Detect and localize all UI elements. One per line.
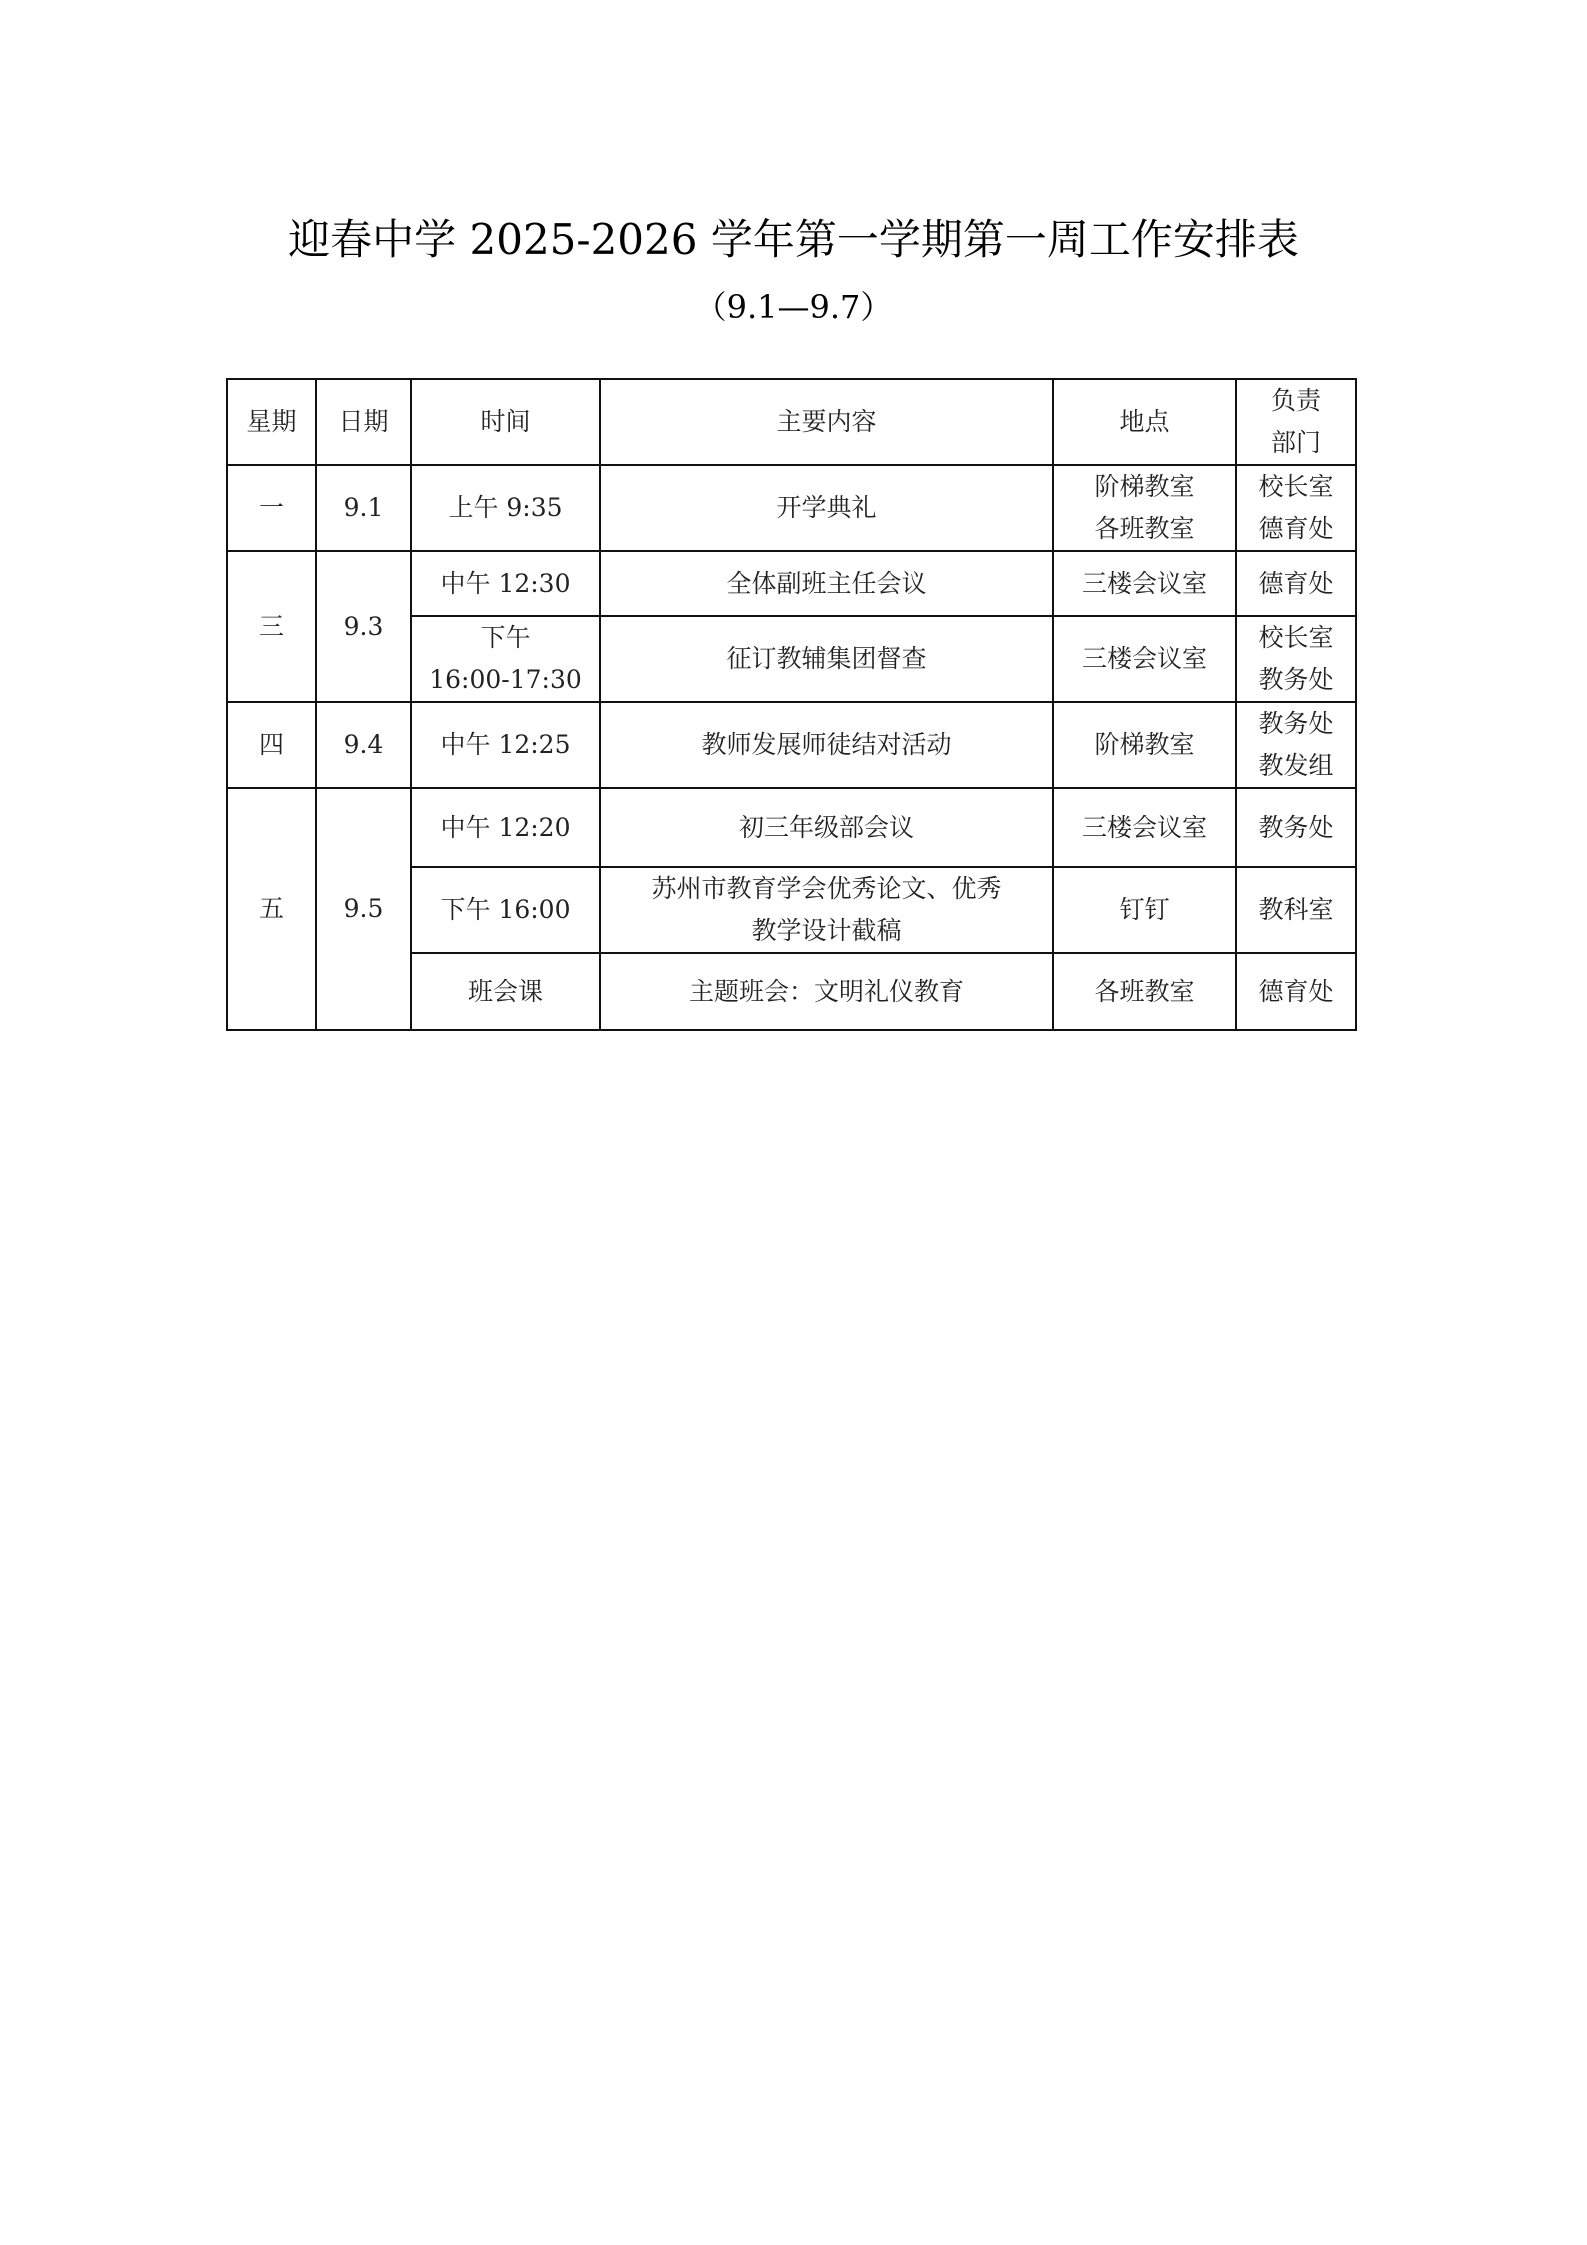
location-cell: 阶梯教室 各班教室	[1053, 465, 1236, 551]
table-row	[227, 788, 1356, 867]
department-cell: 德育处	[1236, 551, 1356, 616]
date-cell: 9.5	[316, 788, 411, 1030]
location-cell: 三楼会议室	[1053, 551, 1236, 616]
date-cell: 9.4	[316, 702, 411, 788]
content-cell: 开学典礼	[600, 465, 1053, 551]
location-cell: 钉钉	[1053, 867, 1236, 953]
table-row	[227, 702, 1356, 788]
location-cell: 三楼会议室	[1053, 788, 1236, 867]
document-title: 迎春中学 2025-2026 学年第一学期第一周工作安排表	[288, 215, 1299, 264]
time-cell: 下午 16:00-17:30	[411, 616, 600, 702]
location-cell: 三楼会议室	[1053, 616, 1236, 702]
department-cell: 校长室 教务处	[1236, 616, 1356, 702]
date-range-subtitle: （9.1—9.7）	[694, 288, 893, 326]
header-weekday: 星期	[227, 379, 316, 465]
weekday-cell: 一	[227, 465, 316, 551]
time-cell: 班会课	[411, 953, 600, 1030]
header-row	[227, 379, 1356, 465]
department-cell: 教务处 教发组	[1236, 702, 1356, 788]
schedule-table	[226, 378, 1357, 1031]
table-row	[227, 551, 1356, 616]
location-cell: 阶梯教室	[1053, 702, 1236, 788]
weekday-cell: 三	[227, 551, 316, 702]
header-content: 主要内容	[600, 379, 1053, 465]
content-cell: 征订教辅集团督查	[600, 616, 1053, 702]
weekday-cell: 五	[227, 788, 316, 1030]
time-cell: 中午 12:30	[411, 551, 600, 616]
time-cell: 下午 16:00	[411, 867, 600, 953]
content-cell: 初三年级部会议	[600, 788, 1053, 867]
content-cell: 苏州市教育学会优秀论文、优秀 教学设计截稿	[600, 867, 1053, 953]
weekday-cell: 四	[227, 702, 316, 788]
department-cell: 德育处	[1236, 953, 1356, 1030]
table-row	[227, 465, 1356, 551]
department-cell: 教务处	[1236, 788, 1356, 867]
content-cell: 主题班会：文明礼仪教育	[600, 953, 1053, 1030]
header-time: 时间	[411, 379, 600, 465]
department-cell: 教科室	[1236, 867, 1356, 953]
header-date: 日期	[316, 379, 411, 465]
content-cell: 全体副班主任会议	[600, 551, 1053, 616]
location-cell: 各班教室	[1053, 953, 1236, 1030]
date-cell: 9.3	[316, 551, 411, 702]
department-cell: 校长室 德育处	[1236, 465, 1356, 551]
date-cell: 9.1	[316, 465, 411, 551]
header-department: 负责 部门	[1236, 379, 1356, 465]
time-cell: 中午 12:20	[411, 788, 600, 867]
time-cell: 中午 12:25	[411, 702, 600, 788]
header-location: 地点	[1053, 379, 1236, 465]
content-cell: 教师发展师徒结对活动	[600, 702, 1053, 788]
time-cell: 上午 9:35	[411, 465, 600, 551]
